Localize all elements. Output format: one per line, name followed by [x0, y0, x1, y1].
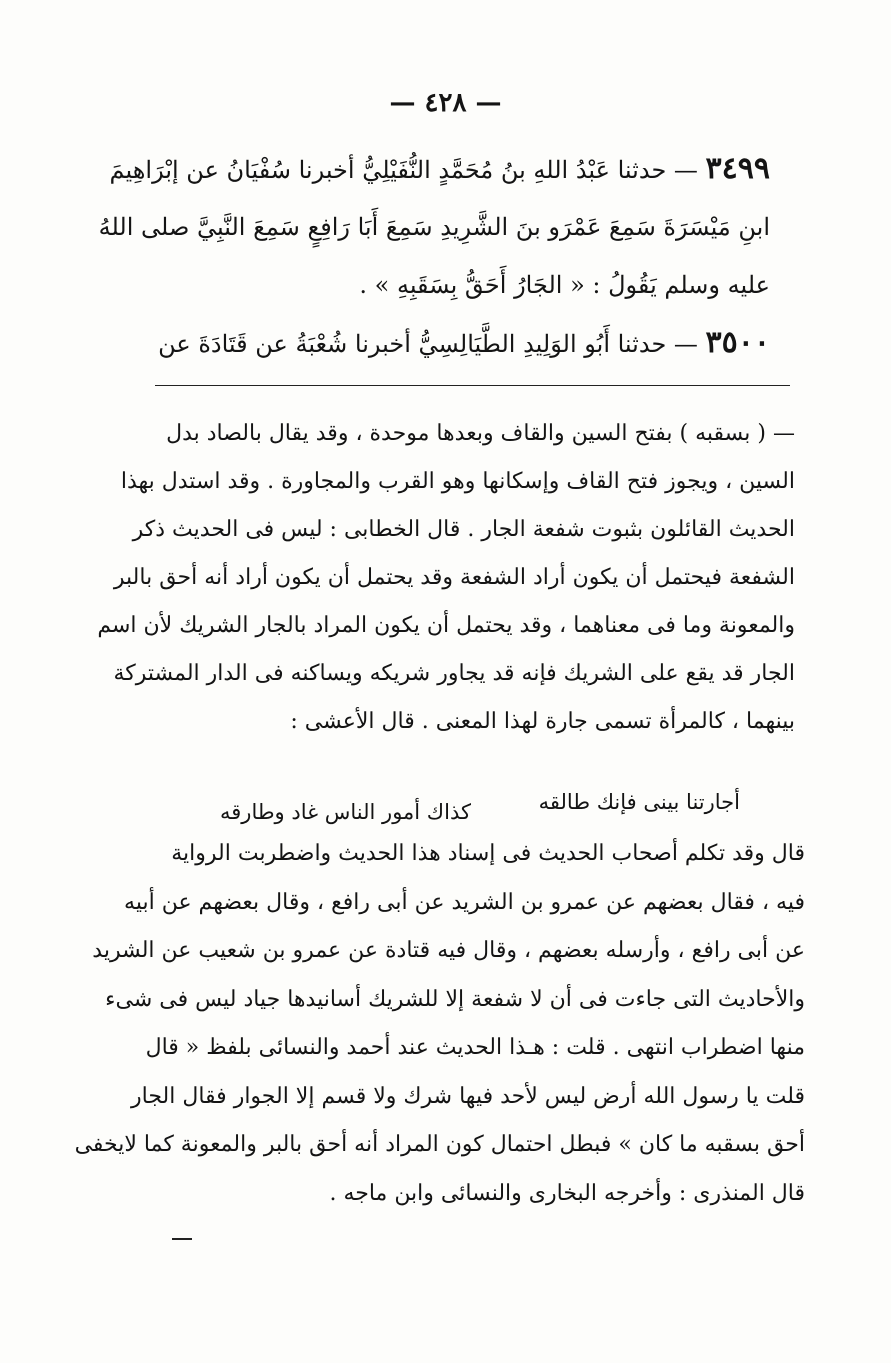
- hadith-number: ٣٥٠٠: [705, 325, 770, 360]
- commentary-line: — ( بسقبه ) بفتح السين والقاف وبعدها موحدة ، وقد يقال بالصاد بدل: [166, 421, 795, 446]
- poetry-verse: [180, 778, 740, 826]
- commentary-line: الجار قد يقع على الشريك فإنه قد يجاور شريكه ويساكنه فى الدار المشتركة: [113, 661, 795, 686]
- commentary-line: قال وقد تكلم أصحاب الحديث فى إسناد هذا الحديث واضطربت الرواية: [171, 841, 805, 866]
- hadith-line-text: ابنِ مَيْسَرَةَ سَمِعَ عَمْرَو بنَ الشَّرِيدِ سَمِعَ أَبَا رَافِعٍ سَمِعَ النَّبِيَّ صلى اللهُ: [98, 213, 770, 241]
- hadith-line-text: عليه وسلم يَقُولُ : « الجَارُ أَحَقُّ بِسَقَبِهِ » .: [359, 271, 770, 299]
- commentary-line: قال المنذرى : وأخرجه البخارى والنسائى وابن ماجه .: [329, 1180, 805, 1206]
- commentary-line: بينهما ، كالمرأة تسمى جارة لهذا المعنى . قال الأعشى :: [290, 709, 795, 734]
- commentary-line: والأحاديث التى جاءت فى أن لا شفعة إلا للشريك أسانيدها جياد ليس فى شىء: [105, 986, 805, 1012]
- commentary-line: والمعونة وما فى معناهما ، وقد يحتمل أن يكون المراد بالجار الشريك لأن اسم: [97, 613, 795, 638]
- commentary-line: عن أبى رافع ، وأرسله بعضهم ، وقال فيه قتادة عن عمرو بن شعيب عن الشريد: [92, 938, 805, 963]
- commentary-continued-text: [74, 830, 805, 1218]
- footnote-separator: [155, 385, 790, 386]
- hadith-line: [130, 314, 770, 372]
- commentary-line: السين ، ويجوز فتح القاف وإسكانها وهو القرب والمجاورة . وقد استدل بهذا: [120, 469, 795, 494]
- verse-second-hemistich: كذاك أمور الناس غاد وطارقه: [220, 800, 471, 824]
- hadith-line-text: — حدثنا عَبْدُ اللهِ بنُ مُحَمَّدٍ النُّفَيْلِيُّ أخبرنا سُفْيَانُ عن إبْرَاهِيمَ: [109, 156, 706, 184]
- commentary-line: فيه ، فقال بعضهم عن عمرو بن الشريد عن أبى رافع ، وقال بعضهم عن أبيه: [124, 889, 805, 915]
- end-dash: [172, 1238, 192, 1240]
- commentary-line: أحق بسقبه ما كان » فبطل احتمال كون المراد أنه أحق بالبر والمعونة كما لايخفى: [74, 1132, 805, 1157]
- commentary-text: [97, 410, 795, 746]
- page-number: — ٤٢٨ —: [389, 88, 502, 118]
- hadith-line: [130, 256, 770, 314]
- hadith-line: [98, 198, 770, 256]
- commentary-line: الحديث القائلون بثبوت شفعة الجار . قال الخطابى : ليس فى الحديث ذكر: [132, 517, 795, 542]
- hadith-number: ٣٤٩٩: [705, 151, 770, 186]
- hadith-text: [98, 140, 770, 372]
- hadith-line: [109, 140, 770, 198]
- commentary-line: الشفعة فيحتمل أن يكون أراد الشفعة وقد يحتمل أن يكون أراد أنه أحق بالبر: [113, 565, 795, 590]
- commentary-line: قلت يا رسول الله أرض ليس لأحد فيها شرك ولا قسم إلا الجوار فقال الجار: [131, 1083, 805, 1109]
- commentary-line: منها اضطراب انتهى . قلت : هـذا الحديث عند أحمد والنسائى بلفظ « قال: [145, 1035, 805, 1060]
- hadith-line-text: — حدثنا أَبُو الوَلِيدِ الطَّيَالِسِيُّ أخبرنا شُعْبَةُ عن قَتَادَةَ عن: [158, 330, 706, 358]
- verse-first-hemistich: أجارتنا بينى فإنك طالقه: [538, 790, 740, 814]
